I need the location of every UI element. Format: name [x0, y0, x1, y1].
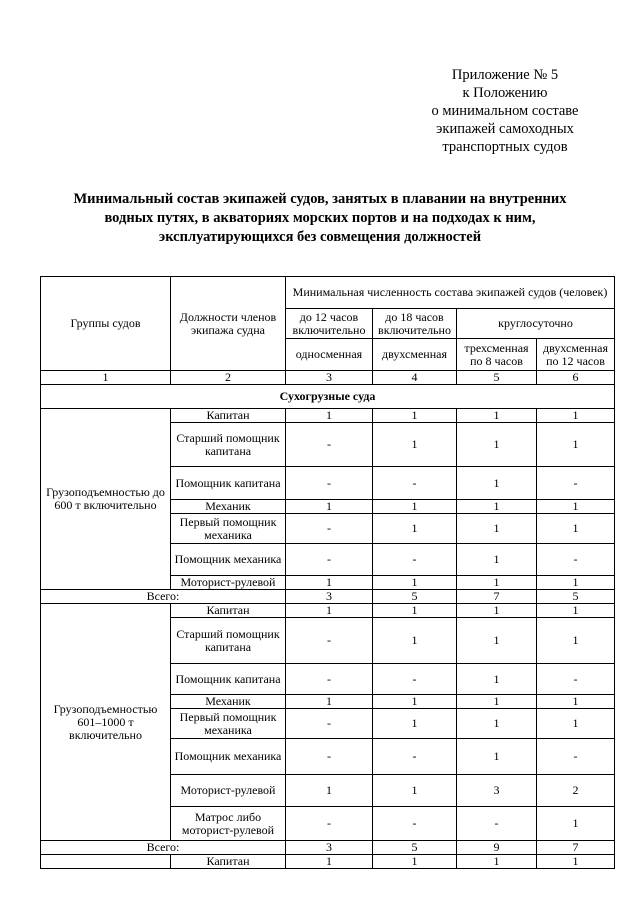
title-line: водных путях, в акваториях морских портов и на подходах к ним,: [104, 210, 536, 226]
value-cell: 1: [537, 514, 615, 544]
value-cell: -: [373, 467, 457, 500]
position-cell: Старший помощник капитана: [171, 618, 286, 664]
total-cell: 5: [373, 590, 457, 604]
total-cell: 7: [457, 590, 537, 604]
value-cell: 1: [457, 739, 537, 775]
position-cell: Первый помощник механика: [171, 514, 286, 544]
value-cell: 1: [457, 618, 537, 664]
value-cell: -: [537, 467, 615, 500]
position-cell: Механик: [171, 695, 286, 709]
value-cell: 3: [457, 775, 537, 807]
value-cell: 1: [457, 409, 537, 423]
value-cell: -: [537, 544, 615, 576]
value-cell: 1: [537, 695, 615, 709]
header-two-shift: двухсменная: [373, 339, 457, 371]
appendix-header: [400, 66, 610, 156]
value-cell: -: [537, 664, 615, 695]
value-cell: -: [286, 709, 373, 739]
value-cell: -: [373, 739, 457, 775]
col-number: 2: [171, 371, 286, 385]
header-three-shift-8h: трехсменная по 8 часов: [457, 339, 537, 371]
total-cell: 9: [457, 841, 537, 855]
total-row: [41, 841, 615, 855]
value-cell: 1: [457, 664, 537, 695]
value-cell: -: [286, 739, 373, 775]
appendix-line: к Положению: [462, 85, 548, 101]
appendix-line: о минимальном составе: [431, 103, 579, 119]
value-cell: 1: [457, 576, 537, 590]
value-cell: 1: [457, 544, 537, 576]
position-cell: Помощник капитана: [171, 467, 286, 500]
value-cell: -: [286, 544, 373, 576]
appendix-line: Приложение № 5: [451, 67, 559, 83]
header-one-shift: односменная: [286, 339, 373, 371]
position-cell: Механик: [171, 500, 286, 514]
table-row: [41, 855, 615, 869]
value-cell: 1: [457, 423, 537, 467]
value-cell: 1: [373, 500, 457, 514]
appendix-line: транспортных судов: [442, 139, 568, 155]
table-row: [41, 409, 615, 423]
value-cell: 1: [286, 775, 373, 807]
value-cell: 1: [457, 604, 537, 618]
value-cell: 1: [286, 500, 373, 514]
position-cell: Капитан: [171, 855, 286, 869]
value-cell: 1: [457, 695, 537, 709]
value-cell: -: [286, 618, 373, 664]
total-cell: 3: [286, 590, 373, 604]
section-title: Сухогрузные суда: [41, 385, 615, 409]
header-min-crew: Минимальная численность состава экипажей судов (человек): [286, 277, 615, 309]
position-cell: Помощник капитана: [171, 664, 286, 695]
value-cell: 1: [373, 618, 457, 664]
value-cell: 1: [373, 576, 457, 590]
value-cell: -: [286, 423, 373, 467]
value-cell: 1: [457, 855, 537, 869]
crew-table: [40, 276, 615, 869]
value-cell: 1: [373, 695, 457, 709]
total-cell: 5: [537, 590, 615, 604]
value-cell: 1: [537, 709, 615, 739]
value-cell: 1: [537, 423, 615, 467]
value-cell: 1: [286, 576, 373, 590]
col-number: 4: [373, 371, 457, 385]
position-cell: Моторист-рулевой: [171, 576, 286, 590]
value-cell: 1: [537, 618, 615, 664]
total-label: Всего:: [41, 841, 286, 855]
appendix-line: экипажей самоходных: [436, 121, 574, 137]
value-cell: -: [286, 514, 373, 544]
value-cell: 1: [286, 695, 373, 709]
value-cell: -: [286, 467, 373, 500]
value-cell: 1: [373, 855, 457, 869]
group-name: Грузоподъемностью 601–1000 т включительно: [41, 604, 171, 841]
value-cell: -: [373, 664, 457, 695]
value-cell: 1: [373, 423, 457, 467]
value-cell: -: [286, 664, 373, 695]
total-cell: 5: [373, 841, 457, 855]
header-up-to-18: до 18 часов включительно: [373, 309, 457, 339]
value-cell: -: [373, 807, 457, 841]
value-cell: -: [457, 807, 537, 841]
col-number: 6: [537, 371, 615, 385]
value-cell: 2: [537, 775, 615, 807]
position-cell: Помощник механика: [171, 544, 286, 576]
value-cell: 1: [457, 500, 537, 514]
value-cell: 1: [373, 409, 457, 423]
col-number: 3: [286, 371, 373, 385]
value-cell: 1: [286, 409, 373, 423]
position-cell: Первый помощник механика: [171, 709, 286, 739]
value-cell: 1: [373, 604, 457, 618]
total-row: [41, 590, 615, 604]
header-position-col: Должности членов экипажа судна: [171, 277, 286, 371]
value-cell: 1: [457, 467, 537, 500]
value-cell: 1: [537, 409, 615, 423]
value-cell: 1: [373, 775, 457, 807]
header-up-to-12: до 12 часов включительно: [286, 309, 373, 339]
value-cell: 1: [286, 855, 373, 869]
value-cell: -: [286, 807, 373, 841]
value-cell: 1: [373, 514, 457, 544]
total-cell: 7: [537, 841, 615, 855]
total-label: Всего:: [41, 590, 286, 604]
value-cell: 1: [457, 709, 537, 739]
col-number: 1: [41, 371, 171, 385]
position-cell: Старший помощник капитана: [171, 423, 286, 467]
value-cell: 1: [537, 855, 615, 869]
position-cell: Матрос либо моторист-рулевой: [171, 807, 286, 841]
header-group-col: Группы судов: [41, 277, 171, 371]
value-cell: 1: [373, 709, 457, 739]
value-cell: 1: [286, 604, 373, 618]
value-cell: 1: [457, 514, 537, 544]
value-cell: -: [373, 544, 457, 576]
title-line: Минимальный состав экипажей судов, занятых в плавании на внутренних: [73, 191, 567, 207]
position-cell: Капитан: [171, 604, 286, 618]
header-two-shift-12h: двухсменная по 12 часов: [537, 339, 615, 371]
value-cell: 1: [537, 500, 615, 514]
group-name: [41, 855, 171, 869]
position-cell: Капитан: [171, 409, 286, 423]
col-number: 5: [457, 371, 537, 385]
group-name: Грузоподъемностью до 600 т включительно: [41, 409, 171, 590]
value-cell: 1: [537, 604, 615, 618]
total-cell: 3: [286, 841, 373, 855]
header-round-clock: круглосуточно: [457, 309, 615, 339]
table-row: [41, 604, 615, 618]
value-cell: 1: [537, 807, 615, 841]
title-line: эксплуатирующихся без совмещения должностей: [158, 229, 482, 245]
value-cell: -: [537, 739, 615, 775]
value-cell: 1: [537, 576, 615, 590]
position-cell: Моторист-рулевой: [171, 775, 286, 807]
position-cell: Помощник механика: [171, 739, 286, 775]
document-title: [40, 190, 600, 247]
